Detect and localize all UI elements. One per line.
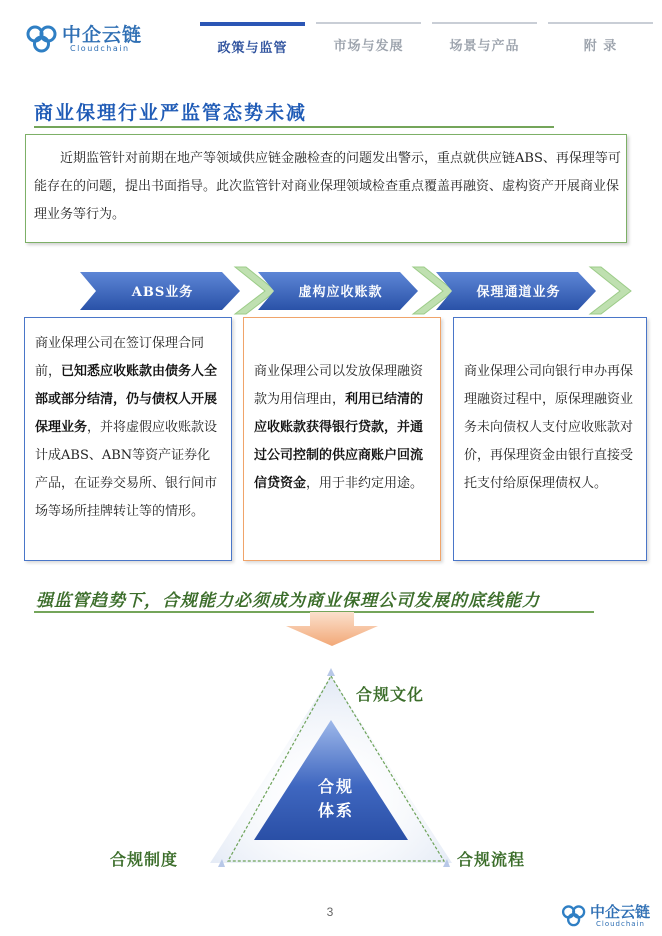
card-text: 商业保理公司向银行申办再保理融资过程中，原保理融资业务未向债权人支付应收账款对价，再保理资金由银行直接受托支付给原保理债权人。 [464, 364, 634, 491]
card-fictitious [243, 317, 441, 561]
cloud-logo-icon [24, 22, 60, 54]
conclusion-text: 强监管趋势下，合规能力必须成为商业保理公司发展的底线能力 [36, 591, 540, 611]
card-channel [453, 317, 647, 561]
triangle-top-label: 合规文化 [356, 685, 425, 704]
tab-label: 市场与发展 [333, 39, 404, 54]
footer-brand-name: 中企云链 [590, 903, 651, 921]
center-line-1: 合规 [317, 777, 354, 796]
title-underline [34, 126, 554, 128]
card-text: ，并将虚假应收账款设计成ABS、ABN等资产证券化产品，在证券交易所、银行间市场等场所挂牌转让等的情形。 [35, 420, 218, 519]
triangle-left-label: 合规制度 [110, 850, 179, 869]
tab-label: 场景与产品 [449, 39, 520, 54]
tab-appendix[interactable] [548, 22, 653, 62]
arrow-label-abs: ABS业务 [131, 285, 194, 300]
arrow-label-fictitious: 虚构应收账款 [298, 285, 383, 300]
tab-label: 附 录 [583, 39, 618, 54]
brand-name: 中企云链 [62, 24, 143, 46]
footer-logo [560, 898, 660, 932]
card-text: 商业保理公司在签订保理合同前， [35, 336, 205, 379]
intro-text: 近期监管针对前期在地产等领域供应链金融检查的问题发出警示，重点就供应链ABS、再保理等可能存在的问题，提出书面指导。此次监管针对商业保理领域检查重点覆盖再融资、虚构资产开展商业保理业务等行为。 [34, 151, 621, 222]
triangle-right-label: 合规流程 [457, 850, 526, 869]
card-bold-text: 利用已结清的应收账款获得银行贷款，并通过公司控制的供应商账户回流信贷资金 [254, 392, 424, 491]
brand-subtitle: Cloudchain [70, 44, 130, 53]
triangle-center-label [298, 775, 374, 823]
card-text: ，用于非约定用途。 [306, 476, 424, 491]
cloud-logo-icon [560, 902, 588, 928]
tab-market[interactable] [316, 22, 421, 62]
tab-policy[interactable] [200, 22, 305, 62]
tab-scenario[interactable] [432, 22, 537, 62]
brand-logo[interactable] [24, 18, 144, 58]
page-number: 3 [326, 905, 334, 919]
center-line-2: 体系 [317, 801, 354, 820]
down-arrow-icon [282, 612, 382, 648]
intro-box [25, 134, 627, 243]
footer-brand-subtitle: Cloudchain [596, 920, 645, 928]
page-title: 商业保理行业严监管态势未减 [34, 102, 308, 124]
card-bold-text: 已知悉应收账款由债务人全部或部分结清，仍与债权人开展保理业务 [35, 364, 218, 435]
card-abs [24, 317, 232, 561]
tab-label: 政策与监管 [217, 41, 288, 56]
arrow-label-channel: 保理通道业务 [476, 285, 561, 300]
card-text: 商业保理公司以发放保理融资款为用信理由， [254, 364, 424, 407]
